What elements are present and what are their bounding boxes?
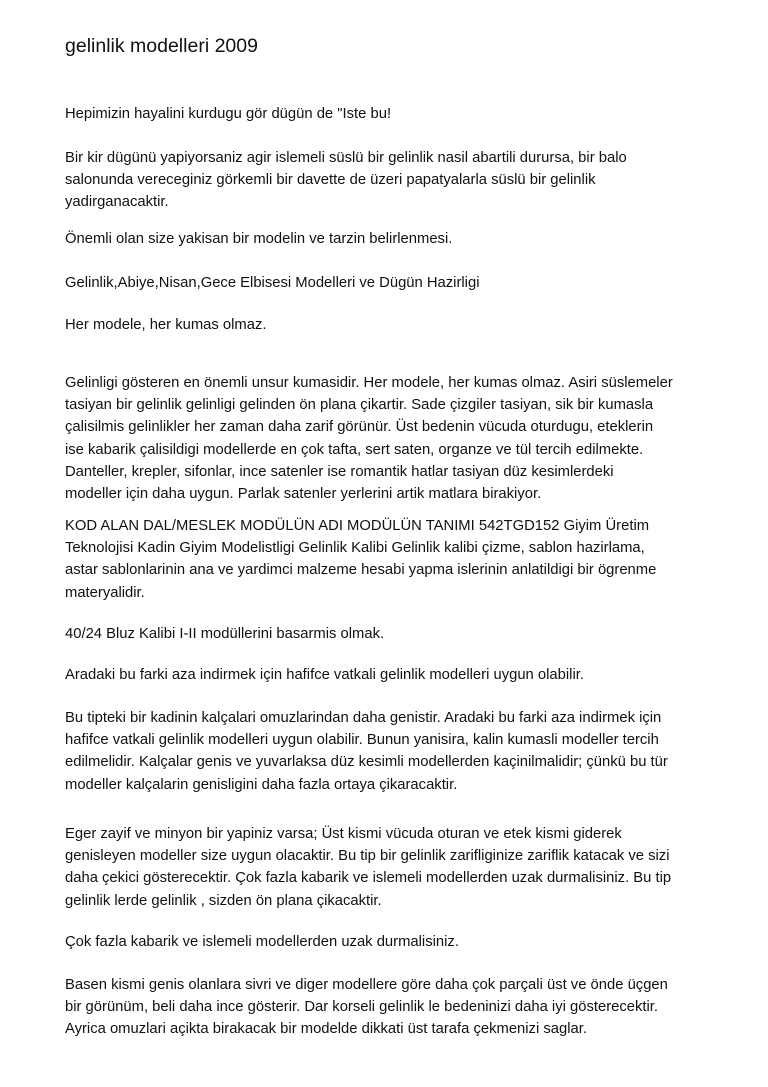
- paragraph: [65, 272, 715, 294]
- text-line: edilmelidir. Kalçalar genis ve yuvarlaksa düz kesimli modellerden kaçinilmalidir; çünkü bu tür: [65, 754, 668, 771]
- text-line: Aradaki bu farki aza indirmek için hafifce vatkali gelinlik modelleri uygun olabilir.: [65, 667, 584, 683]
- text-line: Basen kismi genis olanlara sivri ve diger modellere göre daha çok parçali üst ve önde üçgen: [65, 977, 668, 993]
- paragraph: [65, 103, 715, 125]
- paragraph: [65, 623, 715, 645]
- text-line: salonunda vereceginiz görkemli bir davette de üzeri papatyalarla süslü bir gelinlik: [65, 172, 596, 189]
- text-line: astar sablonlarinin ana ve yardimci malzeme hesabi yapma islerinin anlatildigi bir ögrenme: [65, 562, 657, 579]
- paragraph: [65, 974, 715, 1041]
- paragraph: [65, 664, 715, 686]
- text-line: tasiyan bir gelinlik gelinligi gelinden ön plana çikartir. Sade çizgiler tasiyan, sik bir kumasla: [65, 397, 654, 414]
- text-line: Danteller, krepler, sifonlar, ince satenler ise romantik hatlar tasiyan düz kesimlerdeki: [65, 463, 614, 480]
- text-line: çalisilmis gelinlikler her zaman daha zarif görünür. Üst bedenin vücuda oturdugu, eteklerin: [65, 419, 654, 436]
- text-line: gelinlik lerde gelinlik , sizden ön plana çikacaktir.: [65, 892, 382, 909]
- paragraph: [65, 147, 715, 214]
- text-line: Teknolojisi Kadin Giyim Modelistligi Gelinlik Kalibi Gelinlik kalibi çizme, sablon hazirlama,: [65, 540, 645, 557]
- text-line: materyalidir.: [65, 584, 145, 601]
- text-line: Bu tipteki bir kadinin kalçalari omuzlarindan daha genistir. Aradaki bu farki aza indirmek için: [65, 710, 662, 726]
- paragraph: [65, 314, 715, 336]
- paragraph: [65, 707, 715, 796]
- text-line: 40/24 Bluz Kalibi I-II modüllerini basarmis olmak.: [65, 626, 385, 642]
- text-line: genisleyen modeller size uygun olacaktir. Bu tip bir gelinlik zarifliginize zariflik katacak ve sizi: [65, 848, 670, 865]
- text-line: Çok fazla kabarik ve islemeli modellerden uzak durmalisiniz.: [65, 934, 459, 950]
- paragraph: [65, 515, 715, 604]
- text-line: modeller kalçalarin genisligini daha fazla ortaya çikaracaktir.: [65, 776, 458, 793]
- text-line: Eger zayif ve minyon bir yapiniz varsa; Üst kismi vücuda oturan ve etek kismi giderek: [65, 826, 622, 842]
- text-line: modeller için daha uygun. Parlak satenler yerlerini artik matlara birakiyor.: [65, 486, 542, 503]
- text-line: KOD ALAN DAL/MESLEK MODÜLÜN ADI MODÜLÜN TANIMI 542TGD152 Giyim Üretim: [65, 518, 650, 534]
- paragraph: [65, 372, 715, 505]
- text-line: Her modele, her kumas olmaz.: [65, 317, 267, 333]
- text-line: bir görünüm, beli daha ince gösterir. Dar korseli gelinlik le bedeninizi daha iyi gösterecektir.: [65, 999, 659, 1016]
- text-line: Bir kir dügünü yapiyorsaniz agir islemeli süslü bir gelinlik nasil abartili durursa, bir balo: [65, 150, 627, 166]
- text-line: Önemli olan size yakisan bir modelin ve tarzin belirlenmesi.: [65, 231, 453, 247]
- paragraph: [65, 931, 715, 953]
- text-line: yadirganacaktir.: [65, 194, 169, 211]
- paragraph: [65, 228, 715, 250]
- text-line: Gelinlik,Abiye,Nisan,Gece Elbisesi Modelleri ve Dügün Hazirligi: [65, 275, 480, 291]
- paragraph: [65, 823, 715, 912]
- text-line: hafifce vatkali gelinlik modelleri uygun olabilir. Bunun yanisira, kalin kumasli modeller tercih: [65, 732, 659, 749]
- page-title: gelinlik modelleri 2009: [65, 35, 258, 57]
- text-line: daha çekici gösterecektir. Çok fazla kabarik ve islemeli modellerden uzak durmalisiniz. Bu tip: [65, 870, 672, 887]
- text-line: Ayrica omuzlari açikta birakacak bir modelde dikkati üst tarafa çekmenizi saglar.: [65, 1021, 587, 1038]
- text-line: ise kabarik çalisildigi modellerde en çok tafta, sert saten, organze ve tül tercih edilmekte.: [65, 441, 644, 458]
- text-line: Hepimizin hayalini kurdugu gör dügün de "Iste bu!: [65, 106, 392, 122]
- text-line: Gelinligi gösteren en önemli unsur kumasidir. Her modele, her kumas olmaz. Asiri süslemeler: [65, 375, 673, 391]
